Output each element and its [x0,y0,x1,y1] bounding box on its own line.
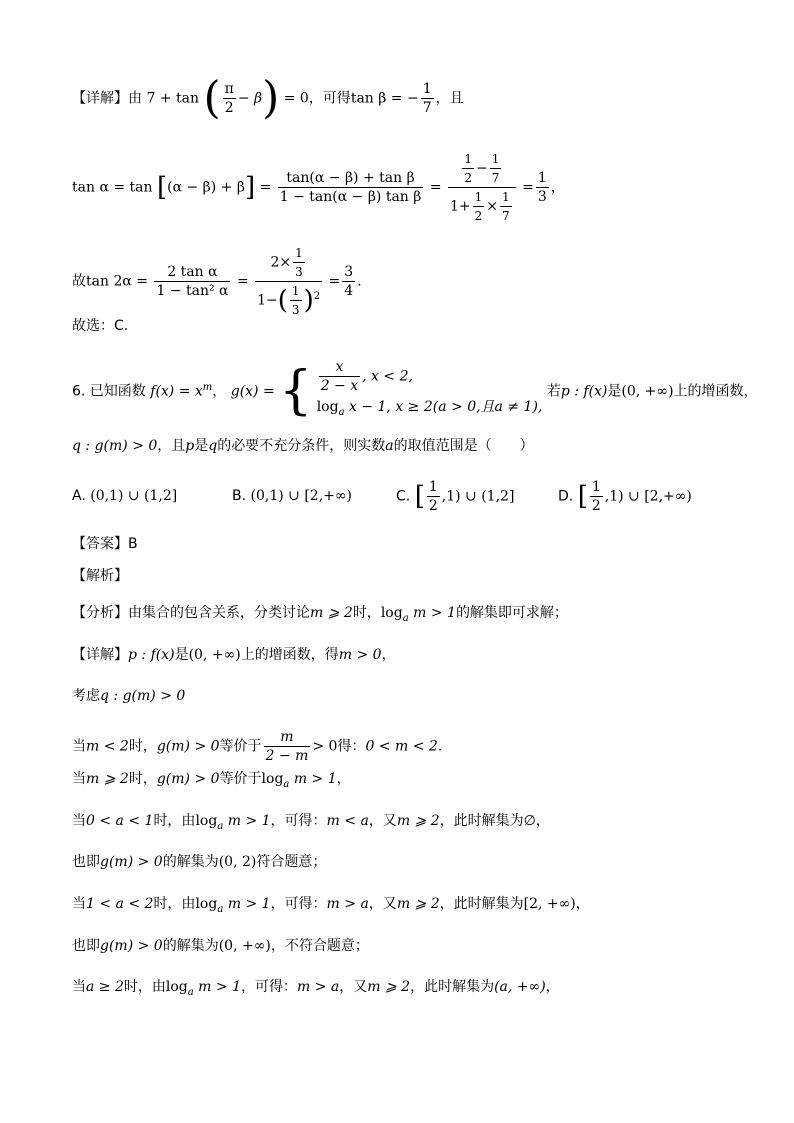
detail-line-1 [72,72,464,124]
tan-2alpha-line [72,244,362,319]
paren-open: ( [203,72,221,124]
option-b[interactable]: B. (0,1) ∪ [2,+∞) [232,488,353,504]
text: 是 [607,383,622,400]
equals: = [328,273,341,290]
beta-term: − β [237,90,263,107]
equals-zero: = 0 [283,90,309,107]
text: ，可得 [308,90,351,107]
p-statement: p : f(x) [560,383,608,400]
option-a[interactable]: A. (0,1) ∪ (1,2] [72,488,178,504]
numeric-compound-fraction: $\frac{1}{2}$ − $\frac{1}{7}$ 1+ $\frac{1}{2}$ × $\frac{1}{7}$ [448,150,516,225]
text: ，且 [157,438,186,454]
option-c[interactable]: C. [ $\frac{1}{2}$ ,1) ∪ (1,2] [396,479,515,514]
tan-alpha: tan α = tan [72,179,153,196]
answer-line: 【答案】B [72,536,138,552]
bracket-open: [ [156,172,168,203]
option-d[interactable]: D. [ $\frac{1}{2}$ ,1) ∪ [2,+∞) [558,479,692,514]
interval: (0, +∞) [621,383,674,400]
case-1: $\frac{x}{2 - x}$ , x < 2, [320,359,413,394]
bracket-close: ] [244,172,256,203]
text: 的必要不充分条件，则实数 [217,438,386,454]
text: ，且 [435,90,464,107]
detail-step-6: 也即g(m) > 0的解集为(0, 2)符合题意； [72,854,327,870]
detail-step-8: 也即g(m) > 0的解集为(0, +∞)，不符合题意； [72,938,369,954]
numeric-fraction: 2× $\frac{1}{3}$ 1−( $\frac{1}{3}$ )$^2$ [257,246,321,317]
exponent: m [202,381,213,393]
tan-alpha-line [72,150,565,225]
fraction-3-over-4: $\frac{3}{4}$ [344,264,354,299]
paren-close: ) [262,72,280,124]
f-definition: f(x) = x [150,383,203,400]
fraction-pi-over-2: $\frac{\pi}{2}$ [224,81,234,116]
text: ， [212,383,227,400]
detail-step-9: 当a ≥ 2时，由$\log_a m > 1$，可得：m > a，又m ⩾ 2，此时解集为(a, +∞)， [72,979,560,998]
fraction-1-over-3: $\frac{1}{3}$ [537,170,547,205]
period: . [357,273,362,290]
equals: = [522,179,534,196]
detail-step-1: 【详解】p : f(x)是(0, +∞)上的增函数，得m > 0， [72,647,396,663]
equals: = [236,273,249,290]
tan-beta: tan β = − [350,90,419,107]
g-definition: g(x) = [230,383,275,400]
equals: = [429,179,442,196]
fraction-1-over-7: $\frac{1}{7}$ [422,81,432,116]
tan-2alpha: tan 2α = [86,273,148,290]
question-6-line-2 [72,436,534,456]
q-symbol: q [208,438,218,454]
text: 是 [194,438,209,454]
double-angle-fraction: $\frac{\text{2 tan α}}{\text{1 − tan² α}}$ [156,264,229,299]
detail-step-3: 当m < 2时，g(m) > 0等价于 $\frac{m}{2 - m}$ > 0得：0 < m < 2. [72,729,443,764]
detail-step-4: 当m ⩾ 2时，g(m) > 0等价于$\log_a m > 1$， [72,771,351,790]
text: 故 [72,273,86,290]
tan-sum-fraction: $\frac{\text{tan(α − β) + tan β}}{\text{1 − tan(α − β) tan β}}$ [279,170,422,205]
equation: 7 + tan [146,90,199,107]
piecewise-cases [317,358,543,425]
a-symbol: a [385,438,394,454]
detail-heading: 【详解】由 [72,90,142,107]
detail-step-5: 当0 < a < 1时，由$\log_a m > 1$，可得：m < a，又m ⩾ 2，此时解集为∅， [72,813,550,832]
analysis-summary: 【分析】由集合的包含关系，分类讨论m ⩾ 2时，$\log_a m > 1$的解集即可求解； [72,605,568,624]
choice-line: 故选：C. [72,318,129,334]
question-6-line [72,358,758,425]
analysis-heading: 【解析】 [72,568,128,584]
piecewise-brace: { [279,361,313,422]
detail-step-2: 考虑q : g(m) > 0 [72,688,186,704]
p-symbol: p [185,438,195,454]
bracket-content: (α − β) + β [167,179,245,196]
case-2: $\log_a x - 1$, x ≥ 2(a > 0,且a ≠ 1), [316,399,543,418]
text: 上的增函数， [673,383,758,400]
question-number: 6. 已知函数 [72,383,146,400]
detail-step-7: 当1 < a < 2时，由$\log_a m > 1$，可得：m > a，又m ⩾ 2，此时解集为[2, +∞)， [72,896,590,915]
text: 若 [546,383,561,400]
text: 的取值范围是（ ） [393,438,534,454]
equals: = [259,179,272,196]
text: ， [550,179,565,196]
q-statement: q : g(m) > 0 [72,438,158,454]
